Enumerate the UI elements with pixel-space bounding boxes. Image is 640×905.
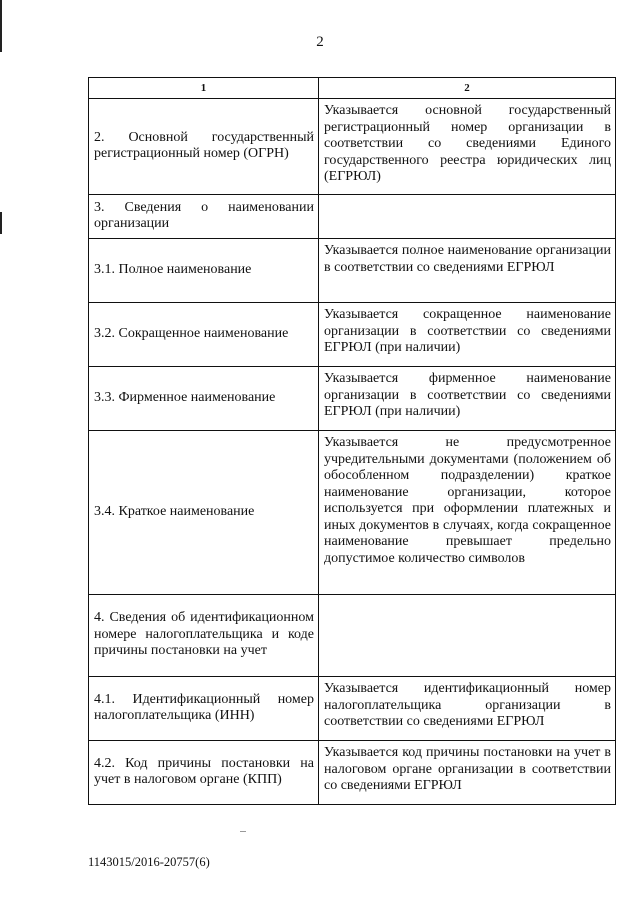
row-label: 3.4. Краткое наименование	[89, 431, 319, 595]
table-row	[89, 741, 616, 805]
scan-mark	[240, 831, 246, 832]
table-row	[89, 99, 616, 195]
row-description: Указывается фирменное наименование организации в соответствии со сведениями ЕГРЮЛ (при наличии)	[319, 367, 616, 431]
row-label: 3.1. Полное наименование	[89, 239, 319, 303]
table-row	[89, 595, 616, 677]
page-number: 2	[316, 34, 324, 50]
row-label: 2. Основной государственный регистрационный номер (ОГРН)	[89, 99, 319, 195]
row-description: Указывается не предусмотренное учредительными документами (положением об обособленном подразделении) краткое наименование организации, которое используется при оформлении платежных и иных документов в случаях, когда сокращенное наименование превышает предельно допустимое количество символов	[319, 431, 616, 595]
document-table	[88, 77, 616, 805]
table-row	[89, 239, 616, 303]
row-label: 3.2. Сокращенное наименование	[89, 303, 319, 367]
row-label: 3.3. Фирменное наименование	[89, 367, 319, 431]
table-row	[89, 303, 616, 367]
row-description	[319, 195, 616, 239]
table-row	[89, 367, 616, 431]
row-label: 4. Сведения об идентификационном номере налогоплательщика и коде причины постановки на учет	[89, 595, 319, 677]
table-row	[89, 431, 616, 595]
table-row	[89, 195, 616, 239]
row-label: 4.2. Код причины постановки на учет в налоговом органе (КПП)	[89, 741, 319, 805]
row-description	[319, 595, 616, 677]
row-description: Указывается полное наименование организации в соответствии со сведениями ЕГРЮЛ	[319, 239, 616, 303]
column-header-1: 1	[89, 78, 319, 99]
row-label: 3. Сведения о наименовании организации	[89, 195, 319, 239]
document-code: 1143015/2016-20757(6)	[88, 855, 210, 869]
row-description: Указывается основной государственный регистрационный номер организации в соответствии со сведениями Единого государственного реестра юридических лиц (ЕГРЮЛ)	[319, 99, 616, 195]
table-row	[89, 677, 616, 741]
table-header-row	[89, 78, 616, 99]
row-label: 4.1. Идентификационный номер налогоплательщика (ИНН)	[89, 677, 319, 741]
row-description: Указывается сокращенное наименование организации в соответствии со сведениями ЕГРЮЛ (при наличии)	[319, 303, 616, 367]
row-description: Указывается идентификационный номер налогоплательщика организации в соответствии со сведениями ЕГРЮЛ	[319, 677, 616, 741]
margin-mark	[0, 212, 2, 234]
row-description: Указывается код причины постановки на учет в налоговом органе организации в соответствии со сведениями ЕГРЮЛ	[319, 741, 616, 805]
column-header-2: 2	[319, 78, 616, 99]
